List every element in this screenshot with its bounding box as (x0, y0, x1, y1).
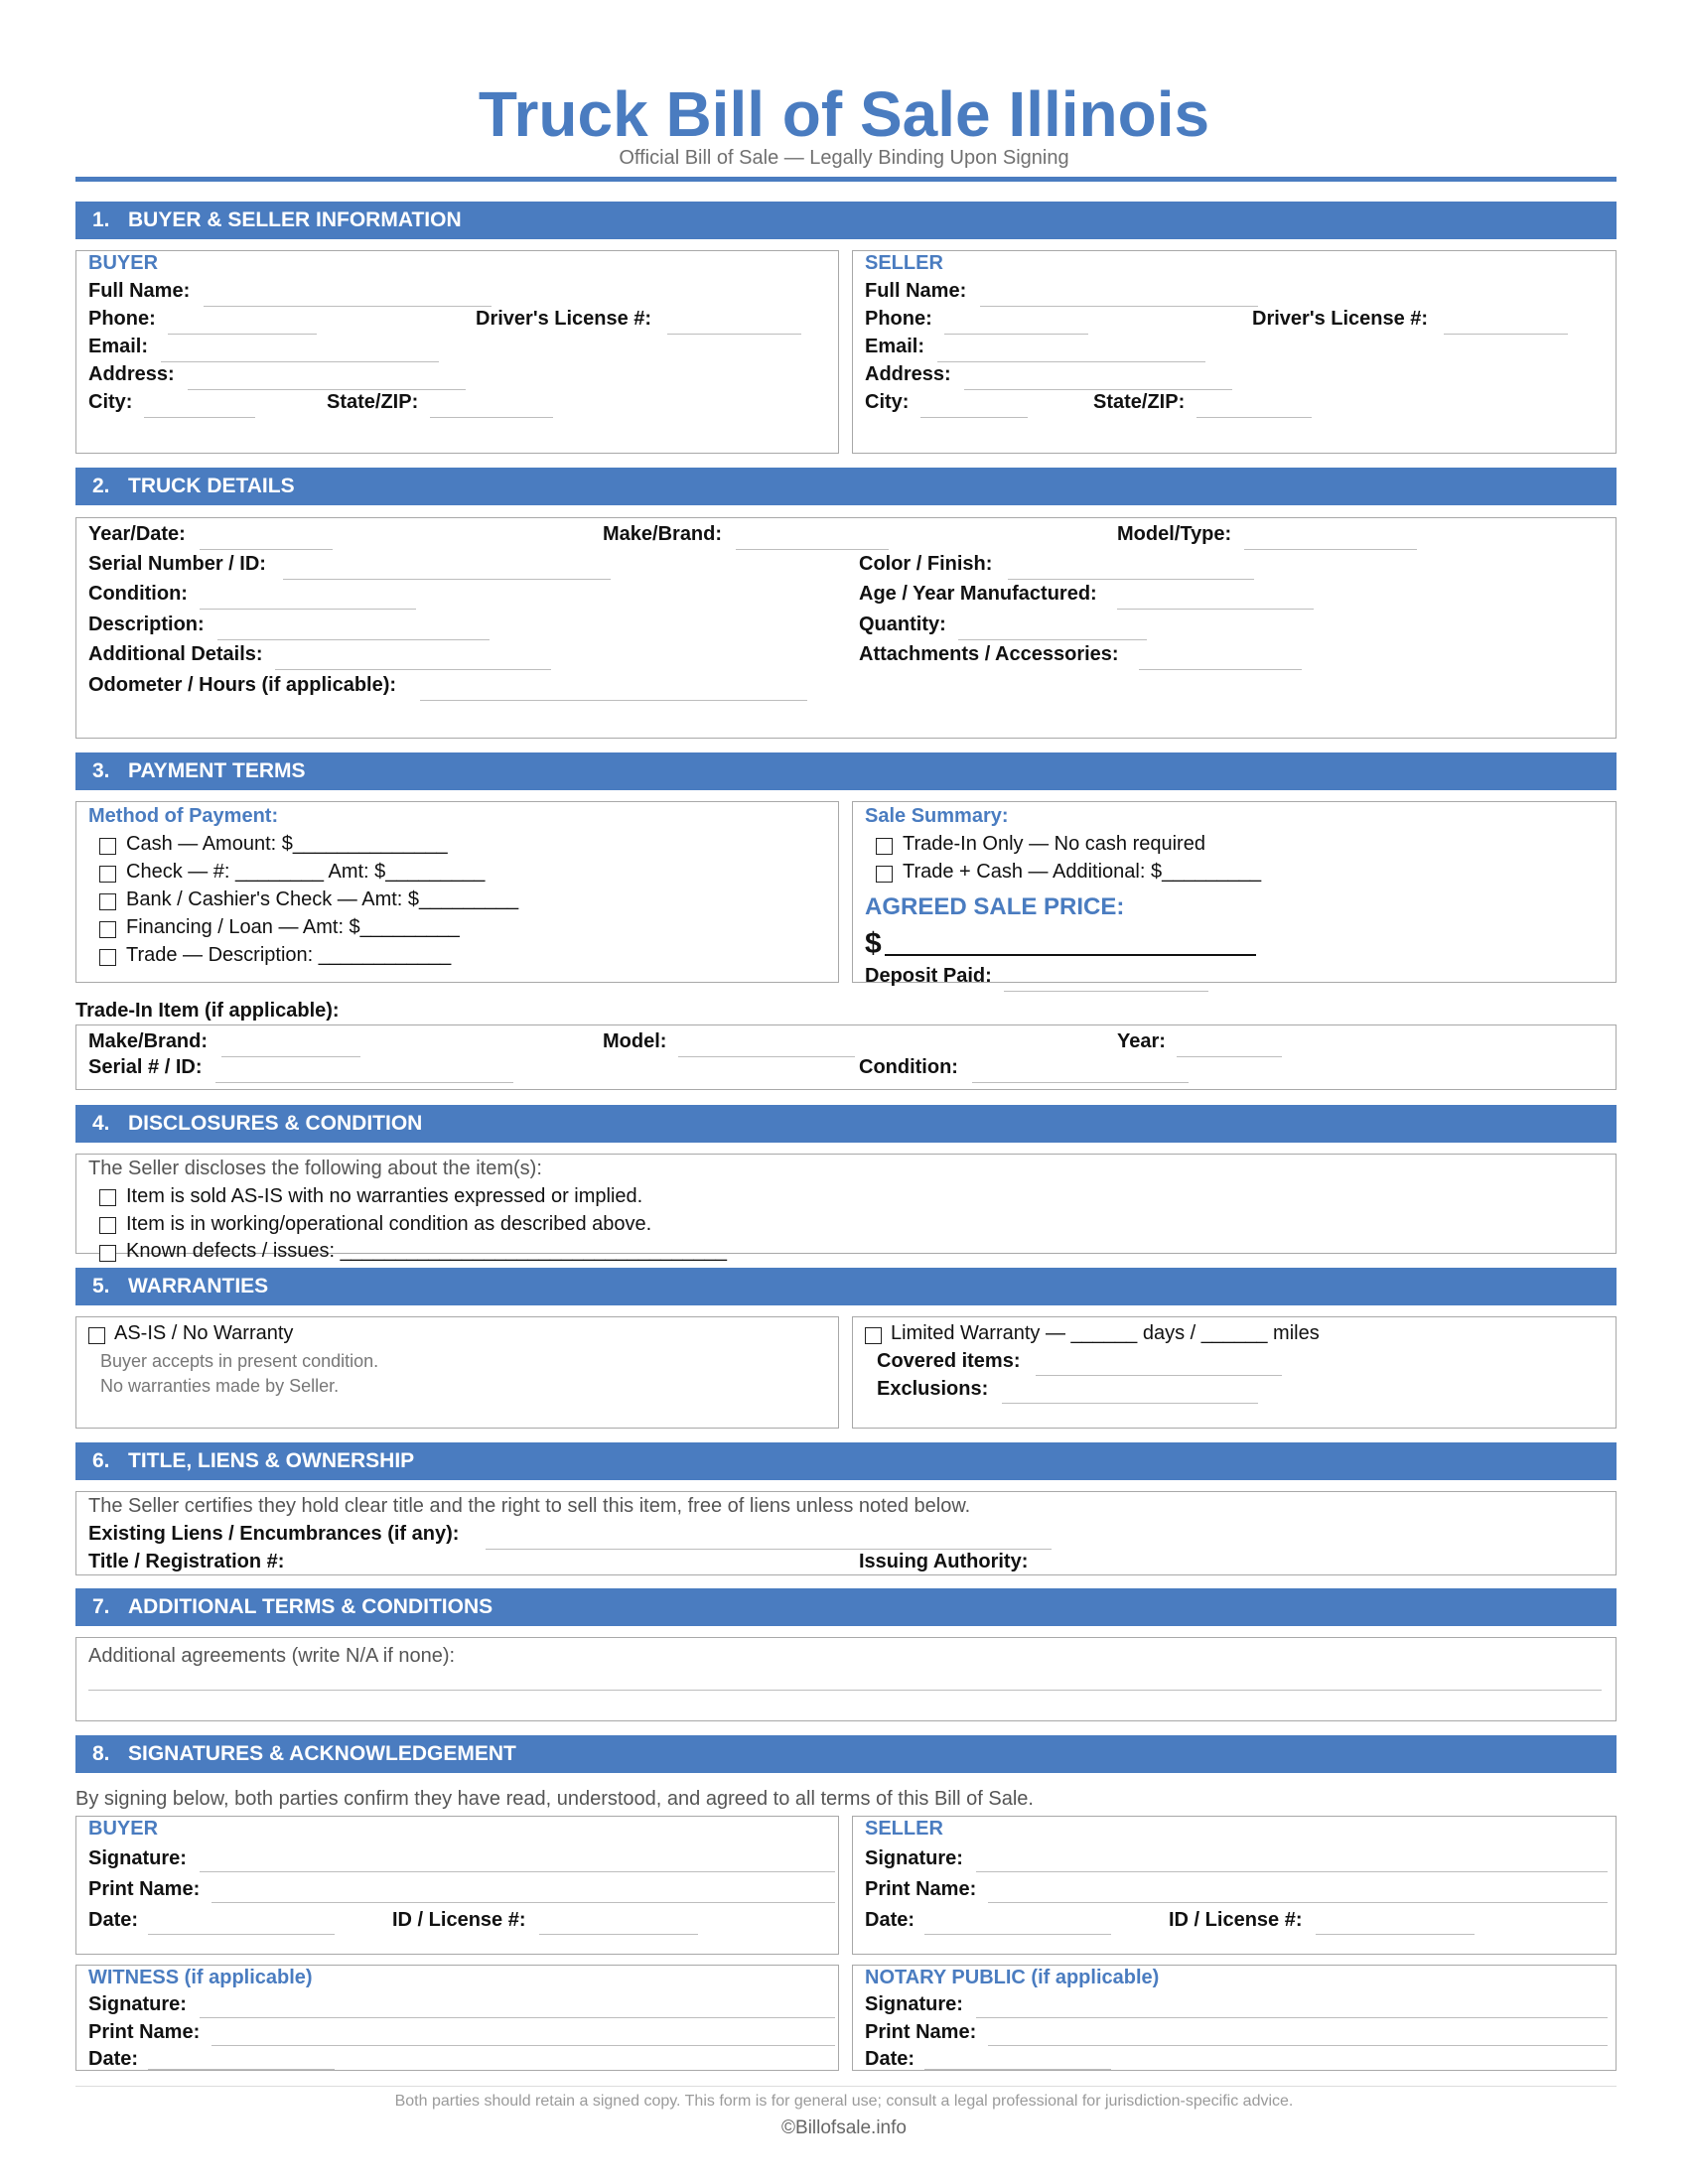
truck-model-field[interactable] (1244, 549, 1417, 550)
section-header-buyer-seller: 1. BUYER & SELLER INFORMATION (75, 202, 1617, 239)
buyer-id-license-field[interactable] (539, 1934, 698, 1935)
additional-terms-field[interactable] (88, 1690, 1602, 1691)
witness-print-name-field[interactable] (211, 2045, 835, 2046)
section-header-warranties: 5. WARRANTIES (75, 1268, 1617, 1305)
buyer-signature-label: Signature: (88, 1847, 187, 1869)
truck-details-box (75, 517, 1617, 739)
buyer-state-zip-field[interactable] (430, 417, 553, 418)
seller-heading: SELLER (865, 252, 943, 274)
truck-odometer-field[interactable] (420, 700, 807, 701)
trade-in-year-field[interactable] (1177, 1056, 1282, 1057)
warranty-as-is-label: AS-IS / No Warranty (114, 1322, 294, 1344)
notary-date-label: Date: (865, 2048, 915, 2070)
warranty-as-is-note-1: Buyer accepts in present condition. (100, 1351, 379, 1371)
agreed-price-dollar-sign: $ (865, 927, 882, 960)
section-header-signatures: 8. SIGNATURES & ACKNOWLEDGEMENT (75, 1735, 1617, 1773)
payment-option-trade: Trade — Description: ____________ (126, 944, 452, 966)
page-subtitle: Official Bill of Sale — Legally Binding Upon Signing (619, 147, 1069, 169)
trade-in-condition-label: Condition: (859, 1056, 958, 1078)
trade-in-model-field[interactable] (678, 1056, 855, 1057)
buyer-email-field[interactable] (161, 361, 439, 362)
trade-in-serial-label: Serial # / ID: (88, 1056, 203, 1078)
trade-in-make-label: Make/Brand: (88, 1030, 209, 1052)
section-header-truck-details: 2. TRUCK DETAILS (75, 468, 1617, 505)
truck-additional-label: Additional Details: (88, 643, 263, 665)
buyer-print-name-field[interactable] (211, 1902, 835, 1903)
trade-in-year-label: Year: (1117, 1030, 1166, 1052)
seller-full-name-label: Full Name: (865, 280, 967, 302)
witness-signature-label: Signature: (88, 1993, 187, 2015)
checkbox-known-defects[interactable] (99, 1245, 116, 1262)
seller-info-box (852, 250, 1617, 454)
disclosure-known-defects: Known defects / issues: ___________________________________ (126, 1240, 727, 1262)
checkbox-as-is[interactable] (99, 1189, 116, 1206)
payment-option-cash: Cash — Amount: $______________ (126, 833, 448, 855)
witness-signature-field[interactable] (200, 2017, 835, 2018)
seller-signature-field[interactable] (976, 1871, 1608, 1872)
agreed-sale-price-label: AGREED SALE PRICE: (865, 893, 1125, 920)
witness-signature-box (75, 1965, 839, 2071)
buyer-heading: BUYER (88, 252, 159, 274)
warranty-exclusions-label: Exclusions: (877, 1378, 989, 1400)
buyer-signature-box (75, 1816, 839, 1955)
buyer-date-label: Date: (88, 1909, 139, 1931)
truck-quantity-field[interactable] (958, 639, 1147, 640)
issuing-authority-label: Issuing Authority: (859, 1551, 1029, 1572)
truck-attachments-label: Attachments / Accessories: (859, 643, 1119, 665)
signatures-intro: By signing below, both parties confirm they have read, understood, and agreed to all terms of this Bill of Sale. (75, 1788, 1034, 1810)
seller-email-field[interactable] (937, 361, 1205, 362)
title-liens-box (75, 1491, 1617, 1575)
title-registration-label: Title / Registration #: (88, 1551, 285, 1572)
buyer-email-label: Email: (88, 336, 149, 357)
buyer-signature-field[interactable] (200, 1871, 835, 1872)
warranty-covered-label: Covered items: (877, 1350, 1021, 1372)
title-divider (75, 177, 1617, 182)
truck-make-label: Make/Brand: (603, 523, 723, 545)
buyer-license-field[interactable] (667, 334, 801, 335)
truck-age-field[interactable] (1117, 609, 1314, 610)
checkbox-cash[interactable] (99, 838, 116, 855)
buyer-license-label: Driver's License #: (476, 308, 652, 330)
truck-odometer-label: Odometer / Hours (if applicable): (88, 674, 397, 696)
warranty-covered-field[interactable] (1036, 1375, 1282, 1376)
seller-license-label: Driver's License #: (1252, 308, 1429, 330)
truck-description-label: Description: (88, 614, 205, 635)
footer-note: Both parties should retain a signed copy. This form is for general use; consult a legal professional for jurisdiction-specific advice. (394, 2093, 1294, 2110)
notary-print-name-field[interactable] (988, 2045, 1608, 2046)
seller-state-zip-field[interactable] (1196, 417, 1312, 418)
truck-color-label: Color / Finish: (859, 553, 993, 575)
deposit-paid-label: Deposit Paid: (865, 965, 992, 987)
truck-model-label: Model/Type: (1117, 523, 1232, 545)
truck-color-field[interactable] (1008, 579, 1254, 580)
seller-id-license-field[interactable] (1316, 1934, 1475, 1935)
additional-terms-prompt: Additional agreements (write N/A if none): (88, 1645, 456, 1667)
seller-phone-field[interactable] (944, 334, 1088, 335)
payment-method-heading: Method of Payment: (88, 805, 279, 827)
truck-additional-field[interactable] (275, 669, 551, 670)
notary-print-name-label: Print Name: (865, 2021, 977, 2043)
agreed-sale-price-field[interactable] (885, 954, 1256, 956)
trade-in-condition-field[interactable] (972, 1082, 1189, 1083)
title-liens-intro: The Seller certifies they hold clear title and the right to sell this item, free of liens unless noted below. (88, 1495, 971, 1517)
warranty-exclusions-field[interactable] (1002, 1403, 1258, 1404)
payment-option-cashiers-check: Bank / Cashier's Check — Amt: $_________ (126, 888, 519, 910)
warranty-as-is-note-2: No warranties made by Seller. (100, 1376, 340, 1396)
witness-print-name-label: Print Name: (88, 2021, 201, 2043)
buyer-phone-field[interactable] (168, 334, 317, 335)
truck-age-label: Age / Year Manufactured: (859, 583, 1097, 605)
notary-date-field[interactable] (924, 2069, 1111, 2070)
trade-in-model-label: Model: (603, 1030, 667, 1052)
checkbox-financing[interactable] (99, 921, 116, 938)
warranty-limited-label: Limited Warranty — ______ days / ______ miles (891, 1322, 1320, 1344)
section-header-payment-terms: 3. PAYMENT TERMS (75, 752, 1617, 790)
seller-address-label: Address: (865, 363, 951, 385)
section-header-title-liens: 6. TITLE, LIENS & OWNERSHIP (75, 1442, 1617, 1480)
notary-heading: NOTARY PUBLIC (if applicable) (865, 1967, 1160, 1988)
checkbox-limited-warranty[interactable] (865, 1327, 882, 1344)
truck-year-label: Year/Date: (88, 523, 186, 545)
page-title: Truck Bill of Sale Illinois (478, 78, 1210, 150)
disclosures-box (75, 1154, 1617, 1262)
buyer-address-label: Address: (88, 363, 175, 385)
notary-signature-box (852, 1965, 1617, 2071)
buyer-signature-heading: BUYER (88, 1818, 159, 1840)
witness-heading: WITNESS (if applicable) (88, 1967, 313, 1988)
checkbox-trade[interactable] (99, 949, 116, 966)
seller-print-name-field[interactable] (988, 1902, 1608, 1903)
seller-state-zip-label: State/ZIP: (1093, 391, 1186, 413)
payment-option-check: Check — #: ________ Amt: $_________ (126, 861, 486, 883)
truck-attachments-field[interactable] (1139, 669, 1302, 670)
truck-quantity-label: Quantity: (859, 614, 946, 635)
truck-description-field[interactable] (217, 639, 490, 640)
buyer-info-box (75, 250, 839, 454)
warranty-as-is-box (75, 1316, 839, 1429)
seller-email-label: Email: (865, 336, 925, 357)
section-header-additional-terms: 7. ADDITIONAL TERMS & CONDITIONS (75, 1588, 1617, 1626)
witness-date-field[interactable] (148, 2069, 335, 2070)
section-header-disclosures: 4. DISCLOSURES & CONDITION (75, 1105, 1617, 1143)
trade-in-make-field[interactable] (221, 1056, 360, 1057)
buyer-city-field[interactable] (144, 417, 255, 418)
seller-date-field[interactable] (924, 1934, 1111, 1935)
buyer-full-name-label: Full Name: (88, 280, 191, 302)
buyer-state-zip-label: State/ZIP: (327, 391, 419, 413)
checkbox-trade-plus-cash[interactable] (876, 866, 893, 883)
seller-signature-heading: SELLER (865, 1818, 943, 1840)
truck-condition-field[interactable] (200, 609, 416, 610)
truck-year-field[interactable] (200, 549, 333, 550)
warranty-limited-box (852, 1316, 1617, 1429)
checkbox-cashiers-check[interactable] (99, 893, 116, 910)
sale-summary-box (852, 801, 1617, 987)
summary-option-trade-in-only: Trade-In Only — No cash required (903, 833, 1205, 855)
seller-date-label: Date: (865, 1909, 915, 1931)
truck-serial-label: Serial Number / ID: (88, 553, 266, 575)
buyer-print-name-label: Print Name: (88, 1878, 201, 1900)
truck-condition-label: Condition: (88, 583, 188, 605)
seller-id-license-label: ID / License #: (1169, 1909, 1303, 1931)
buyer-id-license-label: ID / License #: (392, 1909, 526, 1931)
trade-in-serial-field[interactable] (215, 1082, 513, 1083)
payment-method-box (75, 801, 839, 983)
buyer-phone-label: Phone: (88, 308, 156, 330)
existing-liens-label: Existing Liens / Encumbrances (if any): (88, 1523, 460, 1545)
checkbox-working-condition[interactable] (99, 1217, 116, 1234)
seller-phone-label: Phone: (865, 308, 932, 330)
buyer-full-name-field[interactable] (204, 306, 492, 307)
checkbox-trade-in-only[interactable] (876, 838, 893, 855)
seller-full-name-field[interactable] (980, 306, 1258, 307)
trade-in-heading: Trade-In Item (if applicable): (75, 1000, 340, 1022)
footer-copyright: ©Billofsale.info (781, 2117, 907, 2138)
buyer-date-field[interactable] (148, 1934, 335, 1935)
witness-date-label: Date: (88, 2048, 139, 2070)
checkbox-as-is-no-warranty[interactable] (88, 1327, 105, 1344)
truck-make-field[interactable] (736, 549, 889, 550)
seller-city-label: City: (865, 391, 910, 413)
notary-signature-label: Signature: (865, 1993, 963, 2015)
footer-divider (75, 2086, 1617, 2087)
notary-signature-field[interactable] (976, 2017, 1608, 2018)
seller-city-field[interactable] (920, 417, 1028, 418)
additional-terms-box (75, 1637, 1617, 1721)
trade-in-box (75, 1024, 1617, 1090)
seller-signature-box (852, 1816, 1617, 1955)
disclosure-working-condition: Item is in working/operational condition as described above. (126, 1213, 652, 1235)
deposit-paid-field[interactable] (1004, 991, 1208, 992)
sale-summary-heading: Sale Summary: (865, 805, 1009, 827)
seller-print-name-label: Print Name: (865, 1878, 977, 1900)
buyer-city-label: City: (88, 391, 133, 413)
checkbox-check[interactable] (99, 866, 116, 883)
truck-serial-field[interactable] (283, 579, 611, 580)
seller-signature-label: Signature: (865, 1847, 963, 1869)
seller-license-field[interactable] (1444, 334, 1568, 335)
summary-option-trade-plus-cash: Trade + Cash — Additional: $_________ (903, 861, 1262, 883)
payment-option-financing: Financing / Loan — Amt: $_________ (126, 916, 460, 938)
disclosures-intro: The Seller discloses the following about the item(s): (88, 1158, 542, 1179)
disclosure-as-is: Item is sold AS-IS with no warranties expressed or implied. (126, 1185, 643, 1207)
